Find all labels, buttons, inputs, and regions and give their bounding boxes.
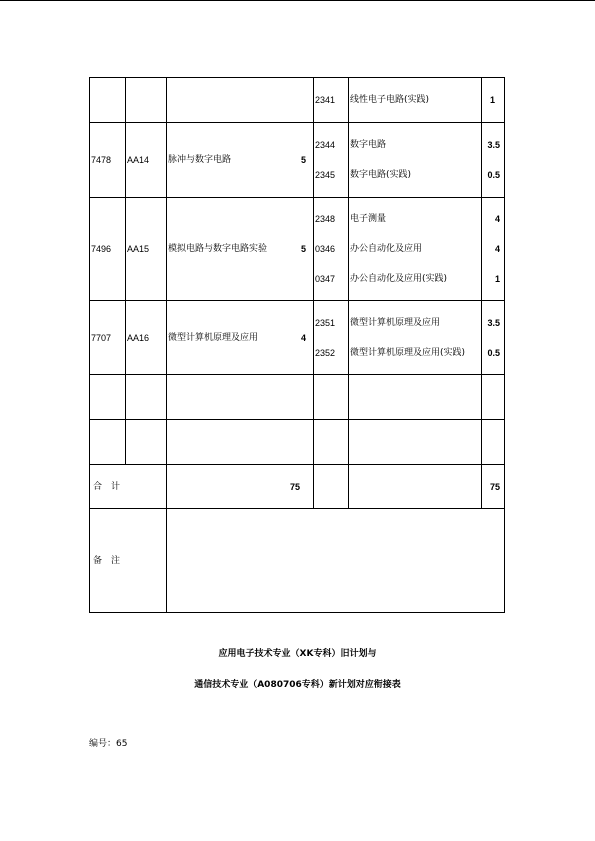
new-course-credit: 1 bbox=[489, 95, 495, 105]
old-course-name: 脉冲与数字电路 bbox=[168, 155, 232, 165]
new-course-code: 2348 bbox=[315, 214, 336, 224]
new-course-code: 2344 bbox=[315, 140, 336, 150]
old-course-credit: 5 bbox=[300, 155, 306, 165]
total-label: 合 计 bbox=[93, 482, 121, 492]
document-title-line-2: 通信技术专业（A080706专科）新计划对应衔接表 bbox=[194, 680, 401, 690]
new-course-code: 0346 bbox=[315, 244, 336, 254]
new-course-name: 数字电路(实践) bbox=[350, 170, 412, 180]
new-course-name: 办公自动化及应用(实践) bbox=[350, 274, 448, 284]
remark-label: 备 注 bbox=[93, 556, 121, 566]
new-course-name: 办公自动化及应用 bbox=[350, 244, 423, 254]
new-course-name: 线性电子电路(实践) bbox=[350, 95, 430, 105]
new-course-name: 数字电路 bbox=[350, 140, 387, 150]
old-course-code: 7496 bbox=[91, 244, 112, 254]
document-number: 编号：65 bbox=[89, 739, 128, 749]
new-course-code: 2341 bbox=[315, 95, 336, 105]
new-course-credit: 4 bbox=[494, 244, 500, 254]
old-course-id: AA16 bbox=[127, 333, 150, 343]
old-course-name: 模拟电路与数字电路实验 bbox=[168, 244, 268, 254]
new-course-code: 2351 bbox=[315, 318, 336, 328]
new-course-credit: 0.5 bbox=[487, 348, 500, 358]
new-course-credit: 3.5 bbox=[487, 318, 500, 328]
new-course-name: 微型计算机原理及应用(实践) bbox=[350, 348, 466, 358]
new-course-credit: 3.5 bbox=[487, 140, 500, 150]
old-course-credit: 5 bbox=[300, 244, 306, 254]
old-course-code: 7478 bbox=[91, 155, 112, 165]
total-old-credits: 75 bbox=[290, 482, 301, 492]
old-course-id: AA14 bbox=[127, 155, 150, 165]
new-course-credit: 4 bbox=[494, 214, 500, 224]
new-course-code: 2352 bbox=[315, 348, 336, 358]
total-new-credits: 75 bbox=[489, 482, 500, 492]
new-course-credit: 0.5 bbox=[487, 170, 500, 180]
old-course-code: 7707 bbox=[91, 333, 112, 343]
new-course-credit: 1 bbox=[494, 274, 500, 284]
old-course-name: 微型计算机原理及应用 bbox=[168, 333, 259, 343]
new-course-name: 电子测量 bbox=[350, 214, 387, 224]
old-course-credit: 4 bbox=[300, 333, 306, 343]
new-course-name: 微型计算机原理及应用 bbox=[350, 318, 441, 328]
new-course-code: 0347 bbox=[315, 274, 336, 284]
document-title-line-1: 应用电子技术专业（XK专科）旧计划与 bbox=[218, 649, 377, 659]
new-course-code: 2345 bbox=[315, 170, 336, 180]
old-course-id: AA15 bbox=[127, 244, 150, 254]
